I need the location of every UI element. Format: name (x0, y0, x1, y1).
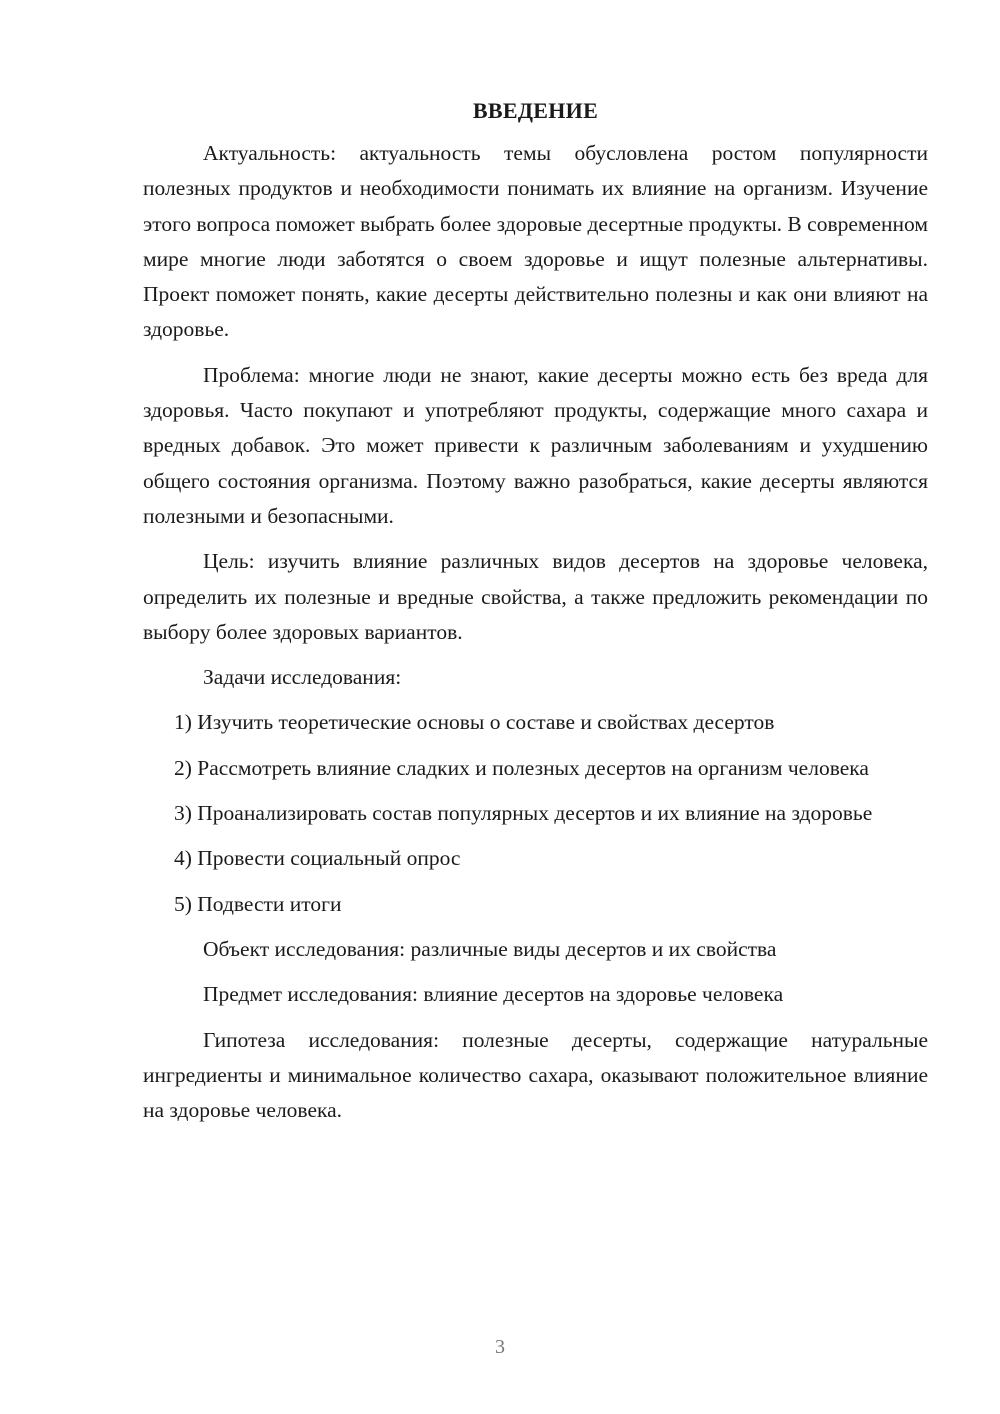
task-item: 4) Провести социальный опрос (174, 846, 461, 871)
task-item: 3) Проанализировать состав популярных десертов и их влияние на здоровье (174, 801, 873, 826)
page-number: 3 (495, 1336, 505, 1358)
subject-paragraph: Предмет исследования: влияние десертов на здоровье человека (203, 982, 784, 1007)
task-item: 5) Подвести итоги (174, 891, 342, 916)
section-heading: ВВЕДЕНИЕ (472, 98, 599, 123)
goal-paragraph: Цель: изучить влияние различных видов десертов на здоровье человека, определить их полезные и вредные свойства, а также предложить рекомендации по выбору более здоровых вариантов. (143, 549, 928, 644)
task-item: 1) Изучить теоретические основы о составе и свойствах десертов (174, 710, 775, 735)
task-item: 2) Рассмотреть влияние сладких и полезных десертов на организм человека (174, 755, 869, 780)
problem-paragraph: Проблема: многие люди не знают, какие десерты можно есть без вреда для здоровья. Часто покупают и употребляют продукты, содержащие много сахара и вредных добавок. Это может привести к различным заболеваниям и ухудшению общего состояния организма. Поэтому важно разобраться, какие десерты являются полезными и безопасными. (143, 362, 928, 528)
hypothesis-paragraph: Гипотеза исследования: полезные десерты, содержащие натуральные ингредиенты и минимальное количество сахара, оказывают положительное влияние на здоровье человека. (143, 1027, 928, 1123)
tasks-title: Задачи исследования: (203, 665, 402, 690)
tasks-list (143, 705, 928, 921)
page-content (143, 96, 928, 1138)
relevance-paragraph: Актуальность: актуальность темы обусловлена ростом популярности полезных продуктов и необходимости понимать их влияние на организм. Изучение этого вопроса поможет выбрать более здоровые десертные продукты. В современном мире многие люди заботятся о своем здоровье и ищут полезные альтернативы. Проект поможет понять, какие десерты действительно полезны и как они влияют на здоровье. (143, 141, 928, 342)
object-paragraph: Объект исследования: различные виды десертов и их свойства (203, 936, 777, 961)
